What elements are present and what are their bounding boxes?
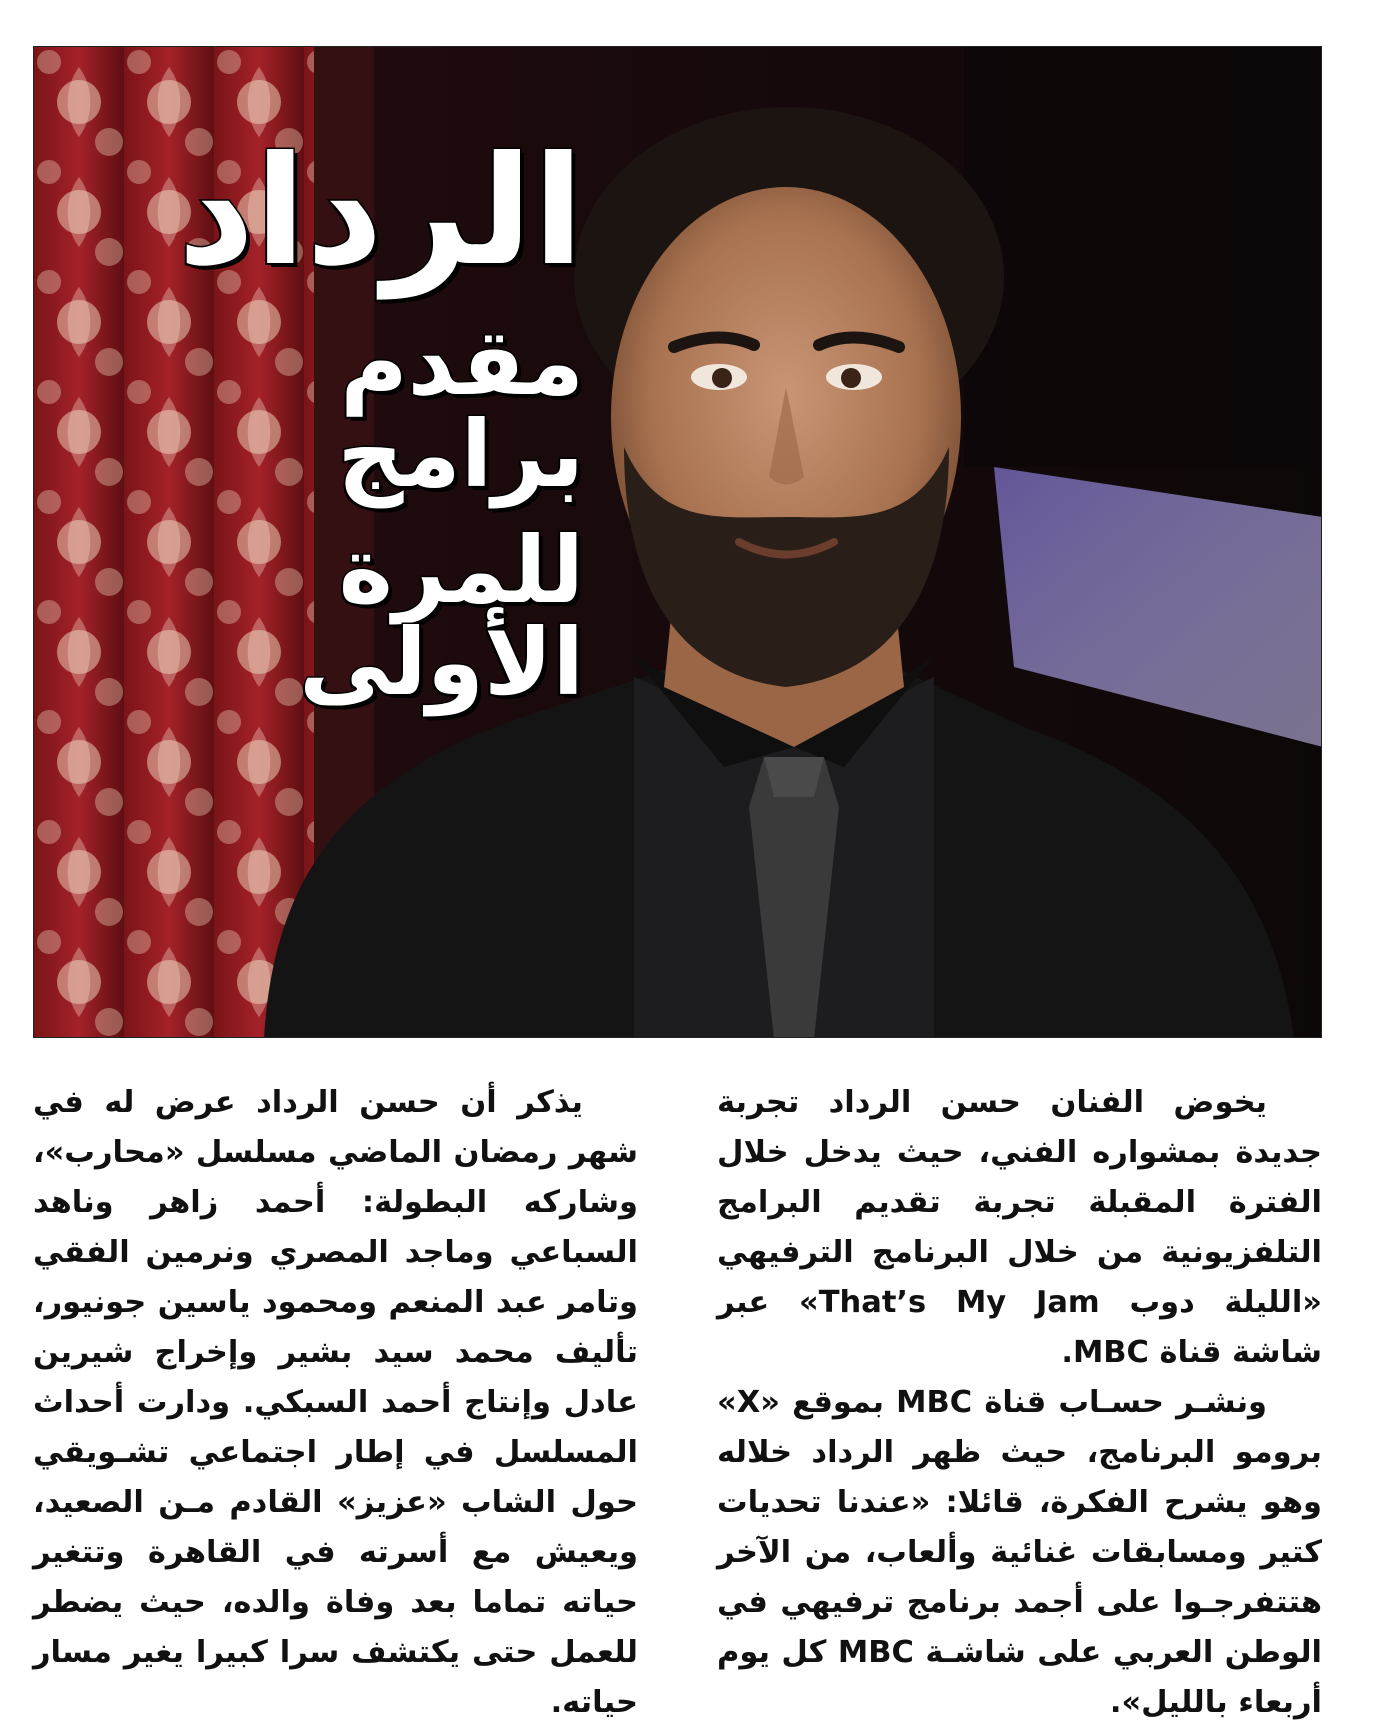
article-column-left bbox=[33, 1078, 638, 1728]
article-paragraph: ونشـر حسـاب قناة MBC بموقع «X» برومو البرنامج، حيث ظهر الرداد خلاله وهو يشرح الفكرة، قائلا: «عندنا تحديات كتير ومسابقات غنائية وألعاب، من الآخر هتتفرجـوا على أجمد برنامج ترفيهي في الوطن العربي على شاشـة MBC كل يوم أربعاء بالليل». bbox=[717, 1385, 1322, 1720]
headline bbox=[84, 125, 584, 716]
headline-line-3: للمرة الأولى bbox=[299, 517, 584, 716]
headline-line-2: مقدم برامج bbox=[337, 309, 584, 508]
article-column-right bbox=[717, 1078, 1322, 1728]
article-paragraph: يذكر أن حسن الرداد عرض له في شهر رمضان الماضي مسلسل «محارب»، وشاركه البطولة: أحمد زاهر وناهد السباعي وماجد المصري ونرمين الفقي وتامر عبد المنعم ومحمود ياسين جونيور، تأليف محمد سيد بشير وإخراج شيرين عادل وإنتاج أحمد السبكي. ودارت أحداث المسلسل في إطار اجتماعي تشـويقي حول الشاب «عزيز» القادم مـن الصعيد، ويعيش مع أسرته في القاهرة وتتغير حياته تماما بعد وفاة والده، حيث يضطر للعمل حتى يكتشف سرا كبيرا يغير مسار حياته. bbox=[33, 1085, 638, 1720]
article-body bbox=[33, 1078, 1322, 1720]
article-photo bbox=[33, 46, 1322, 1038]
headline-line-1: الرداد bbox=[177, 125, 584, 299]
article-paragraph: يخوض الفنان حسن الرداد تجربة جديدة بمشواره الفني، حيث يدخل خلال الفترة المقبلة تجربة تقديم البرامج التلفزيونية من خلال البرنامج الترفيهي «الليلة دوب That’s My Jam» عبر شاشة قناة MBC. bbox=[717, 1085, 1322, 1370]
